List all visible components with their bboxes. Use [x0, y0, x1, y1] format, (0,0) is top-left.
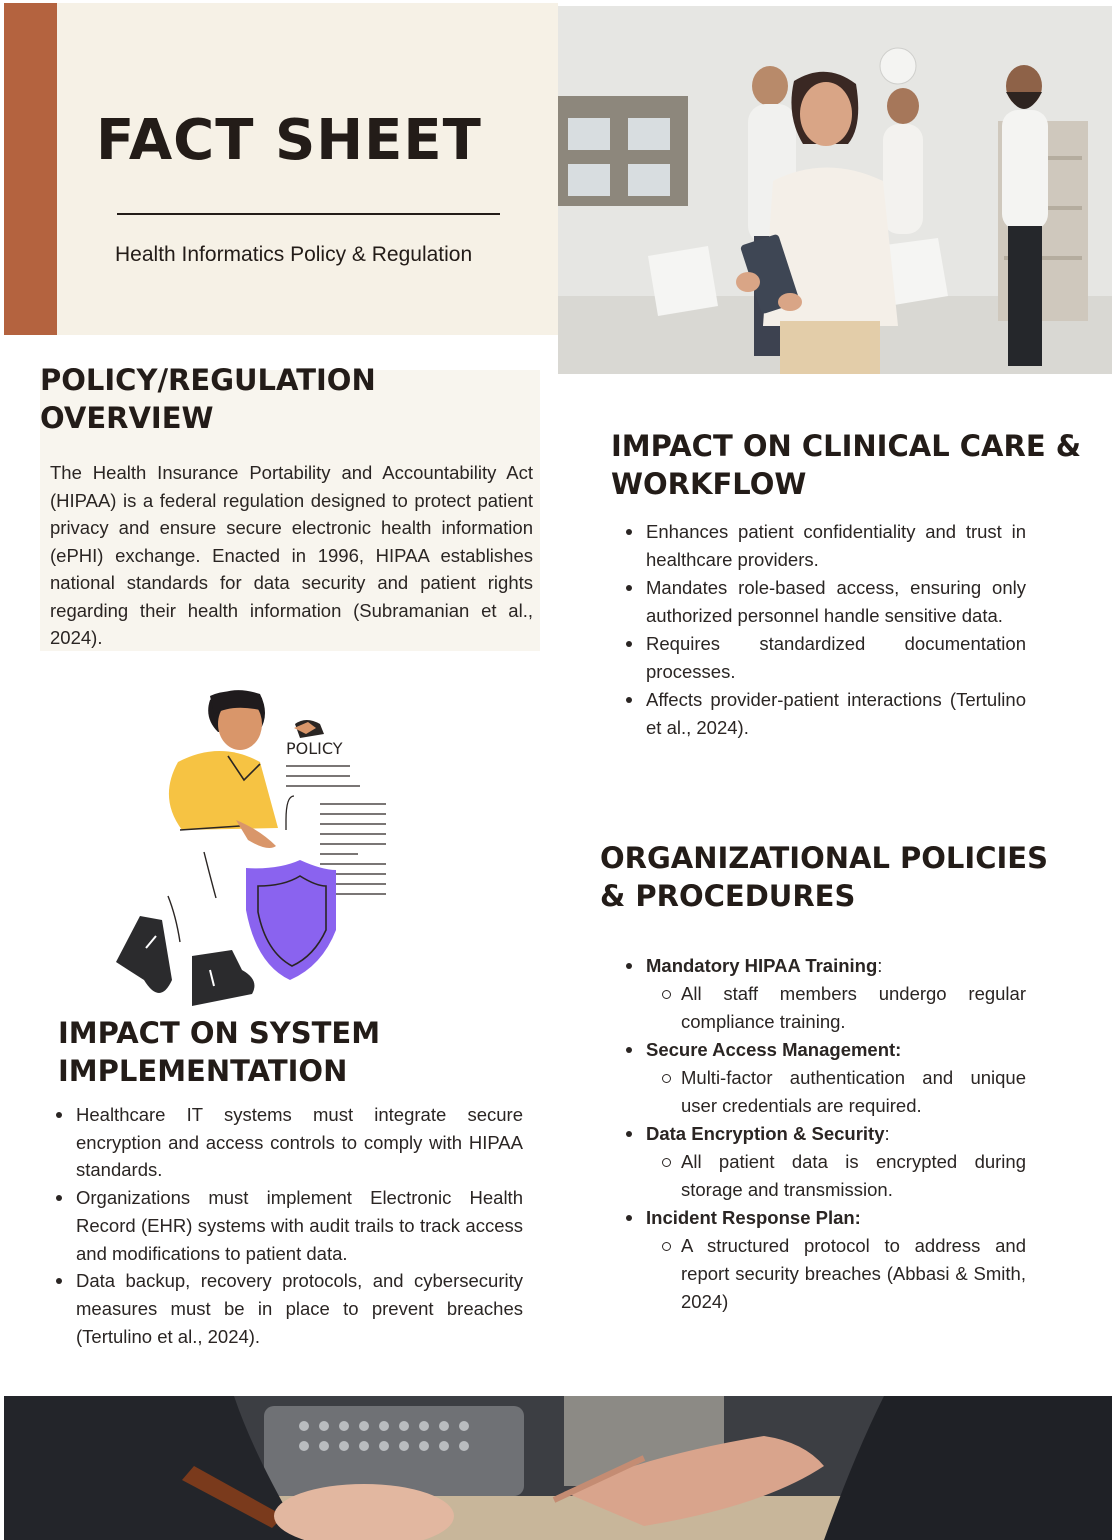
- list-item: Affects provider-patient interactions (Tertulino et al., 2024).: [646, 686, 1026, 742]
- overview-heading: [40, 362, 460, 437]
- overview-text: The Health Insurance Portability and Accountability Act (HIPAA) is a federal regulation designed to protect patient privacy and ensure secure electronic health information (ePHI) exchange. Enacted in 1996, HIPAA establishes national standards for data security and patient rights regarding their health information (Subramanian et al., 2024).: [50, 462, 533, 648]
- policy-label: Incident Response Plan:: [646, 1207, 861, 1228]
- list-item: [646, 1120, 1026, 1204]
- list-item: Requires standardized documentation processes.: [646, 630, 1026, 686]
- meeting-photo: [4, 1396, 1112, 1540]
- clinical-heading-line1: IMPACT ON CLINICAL CARE &: [611, 429, 1082, 463]
- list-item: Healthcare IT systems must integrate secure encryption and access controls to comply with HIPAA standards.: [76, 1101, 523, 1184]
- org-policies-heading: [600, 840, 1080, 915]
- overview-heading-line1: POLICY/REGULATION: [40, 363, 376, 397]
- office-team-photo: [558, 6, 1112, 374]
- policy-label-suffix: :: [877, 955, 883, 976]
- policy-sign-text: POLICY: [286, 739, 343, 758]
- system-heading: [58, 1015, 498, 1090]
- list-item: Organizations must implement Electronic Health Record (EHR) systems with audit trails to track access and modifications to patient data.: [76, 1184, 523, 1267]
- clinical-list: [646, 518, 1026, 742]
- policy-label: Data Encryption & Security: [646, 1123, 885, 1144]
- clinical-heading: [611, 428, 1091, 503]
- org-heading-line2: & PROCEDURES: [600, 878, 856, 913]
- policy-detail: Multi-factor authentication and unique user credentials are required.: [681, 1064, 1026, 1120]
- system-heading-line1: IMPACT ON SYSTEM: [58, 1016, 381, 1050]
- system-heading-line2: IMPLEMENTATION: [58, 1053, 348, 1088]
- policy-detail: All patient data is encrypted during storage and transmission.: [681, 1148, 1026, 1204]
- policy-detail: All staff members undergo regular compliance training.: [681, 980, 1026, 1036]
- system-list: [76, 1101, 523, 1350]
- overview-heading-line2: OVERVIEW: [40, 400, 214, 435]
- list-item: [646, 1204, 1026, 1316]
- list-item: Data backup, recovery protocols, and cybersecurity measures must be in place to prevent breaches (Tertulino et al., 2024).: [76, 1267, 523, 1350]
- org-heading-line1: ORGANIZATIONAL POLICIES: [600, 841, 1048, 875]
- org-policies-list: [646, 952, 1026, 1316]
- title-divider: [117, 213, 500, 215]
- list-item: [646, 1036, 1026, 1120]
- list-item: [646, 952, 1026, 1036]
- page-title: FACT SHEET: [96, 108, 482, 173]
- office-team-illustration: [558, 6, 1112, 374]
- policy-figure-illustration: [110, 680, 400, 1010]
- policy-illustration: [110, 680, 400, 1010]
- list-item: Enhances patient confidentiality and trust in healthcare providers.: [646, 518, 1026, 574]
- meeting-illustration: [4, 1396, 1112, 1540]
- policy-detail: A structured protocol to address and report security breaches (Abbasi & Smith, 2024): [681, 1232, 1026, 1316]
- policy-label-suffix: :: [884, 1123, 890, 1144]
- policy-label: Secure Access Management:: [646, 1039, 902, 1060]
- accent-bar: [4, 3, 57, 335]
- list-item: Mandates role-based access, ensuring only authorized personnel handle sensitive data.: [646, 574, 1026, 630]
- page-subtitle: Health Informatics Policy & Regulation: [115, 243, 473, 266]
- policy-label: Mandatory HIPAA Training: [646, 955, 878, 976]
- clinical-heading-line2: WORKFLOW: [611, 466, 807, 501]
